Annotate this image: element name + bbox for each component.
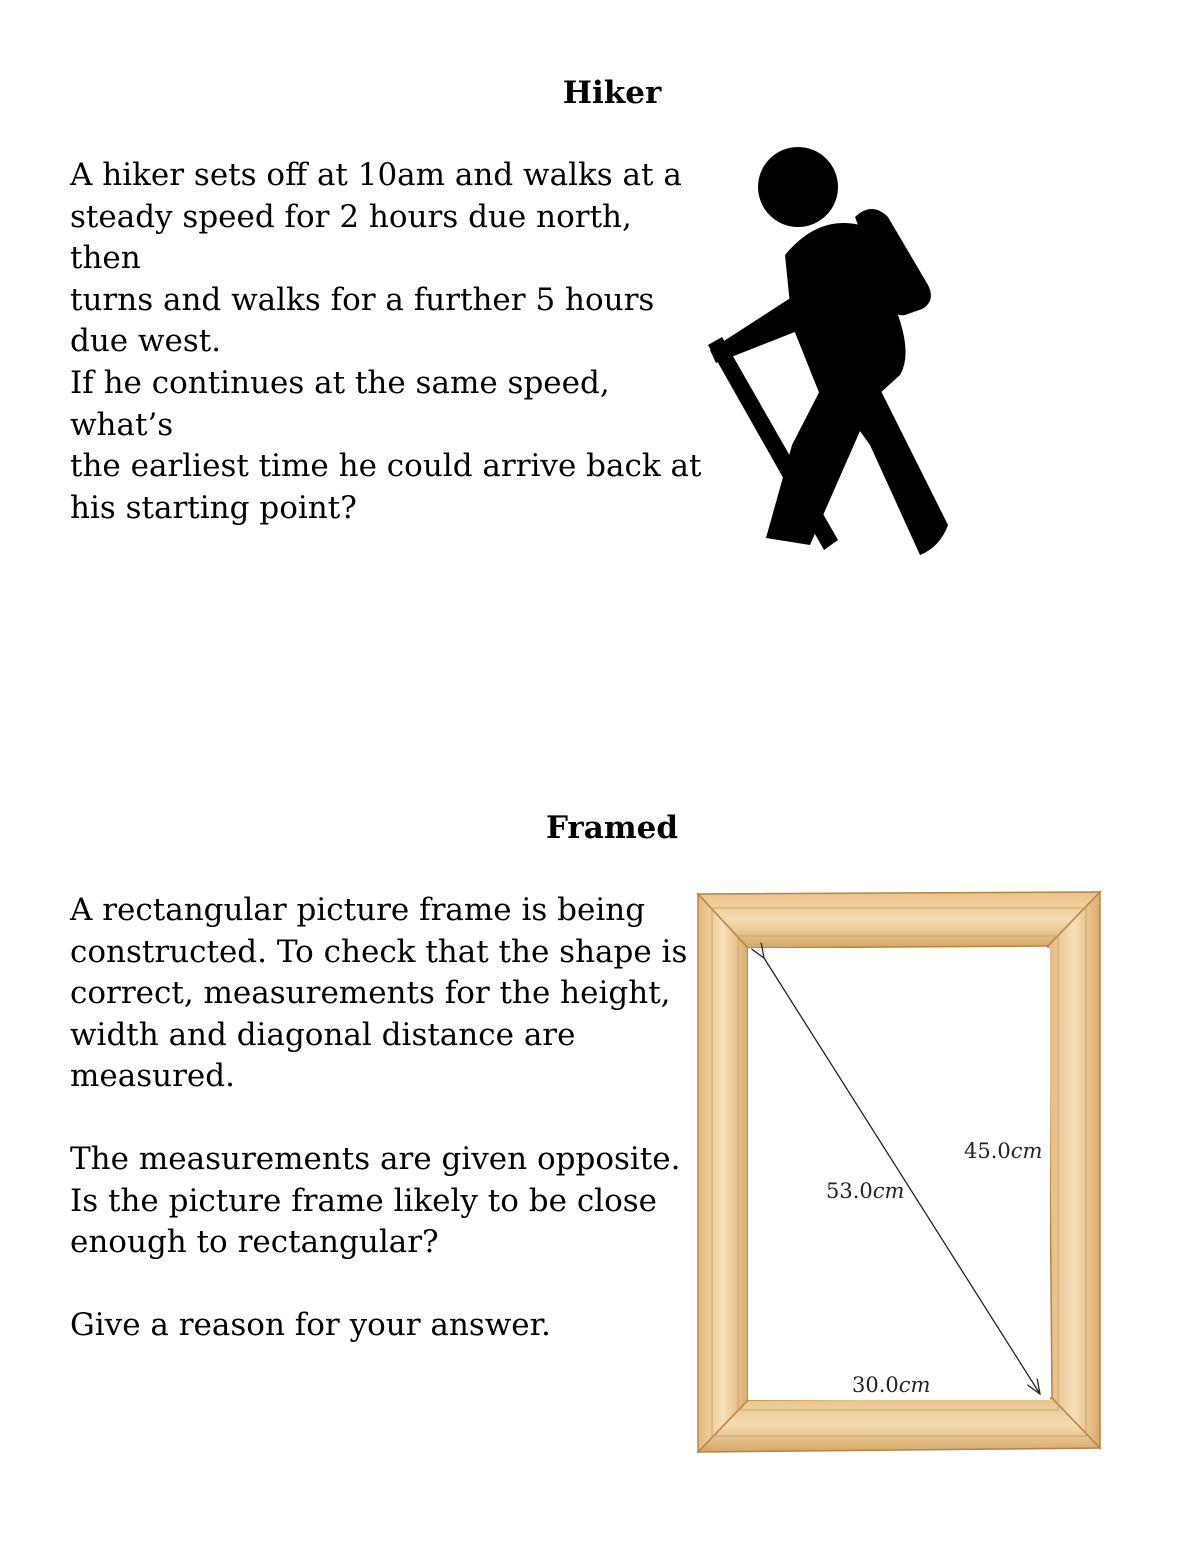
hiker-question-text: A hiker sets off at 10am and walks at a steady speed for 2 hours due north, then turns and walks for a further 5 hours due west. <box>70 157 682 359</box>
hiker-silhouette-image <box>700 145 960 565</box>
framed-instruction: Give a reason for your answer. <box>70 1307 551 1343</box>
framed-title: Framed <box>545 810 679 846</box>
frame-right-rail <box>1048 892 1100 1448</box>
height-measurement-label: 45.0cm <box>964 1139 1043 1163</box>
hiker-question-prompt: If he continues at the same speed, what’s the earliest time he could arrive back at his starting point? <box>70 365 702 526</box>
frame-top-rail <box>698 892 1100 948</box>
hiker-title: Hiker <box>562 75 662 111</box>
frame-bottom-rail <box>698 1398 1100 1452</box>
diagonal-measurement-label: 53.0cm <box>826 1179 905 1203</box>
framed-question-text: A rectangular picture frame is being constructed. To check that the shape is correct, measurements for the height, width and diagonal distance are measured. <box>70 892 688 1094</box>
framed-question-prompt: The measurements are given opposite. Is the picture frame likely to be close enough to rectangular? <box>70 1141 681 1260</box>
width-measurement-label: 30.0cm <box>852 1373 931 1397</box>
frame-left-rail <box>698 894 748 1452</box>
picture-frame-diagram <box>694 888 1104 1458</box>
